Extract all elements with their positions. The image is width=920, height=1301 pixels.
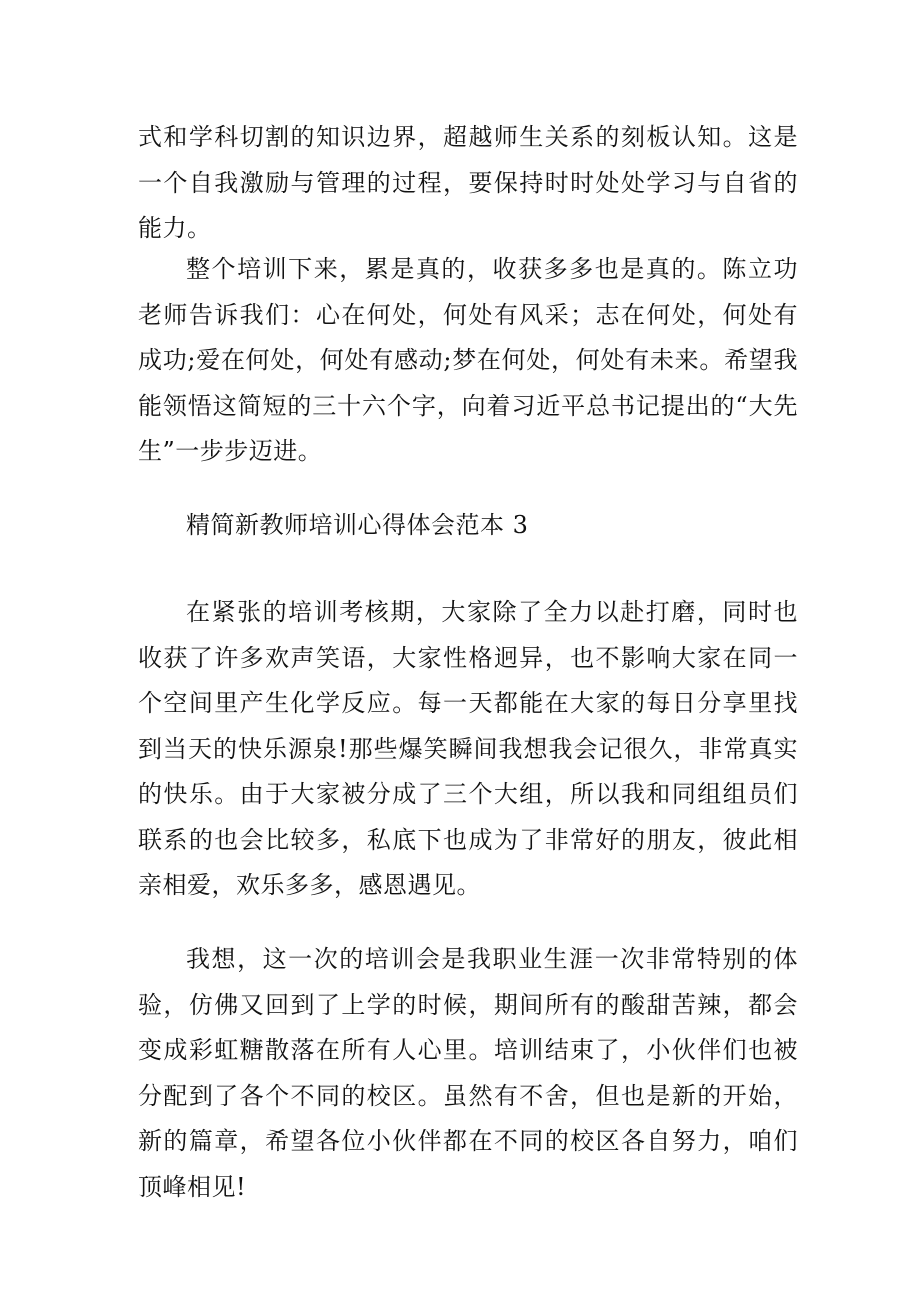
paragraph-training-reflection: 整个培训下来，累是真的，收获多多也是真的。陈立功老师告诉我们：心在何处，何处有风采；志在何处，何处有成功;爱在何处，何处有感动;梦在何处，何处有未来。希望我能领悟这简短的三十六个字，向着习近平总书记提出的“大先生”一步步迈进。 xyxy=(138,255,798,465)
paragraph-closing-thoughts: 我想，这一次的培训会是我职业生涯一次非常特别的体验，仿佛又回到了上学的时候，期间所有的酸甜苦辣，都会变成彩虹糖散落在所有人心里。培训结束了，小伙伴们也被分配到了各个不同的校区。虽然有不舍，但也是新的开始，新的篇章，希望各位小伙伴都在不同的校区各自努力，咱们顶峰相见! xyxy=(138,945,798,1201)
paragraph-assessment-period: 在紧张的培训考核期，大家除了全力以赴打磨，同时也收获了许多欢声笑语，大家性格迥异，也不影响大家在同一个空间里产生化学反应。每一天都能在大家的每日分享里找到当天的快乐源泉!那些爆笑瞬间我想我会记很久，非常真实的快乐。由于大家被分成了三个大组，所以我和同组组员们联系的也会比较多，私底下也成为了非常好的朋友，彼此相亲相爱，欢乐多多，感恩遇见。 xyxy=(138,598,798,899)
paragraph-continuation: 式和学科切割的知识边界，超越师生关系的刻板认知。这是一个自我激励与管理的过程，要保持时时处处学习与自省的能力。 xyxy=(138,123,798,242)
section-heading: 精简新教师培训心得体会范本 3 xyxy=(186,511,529,539)
